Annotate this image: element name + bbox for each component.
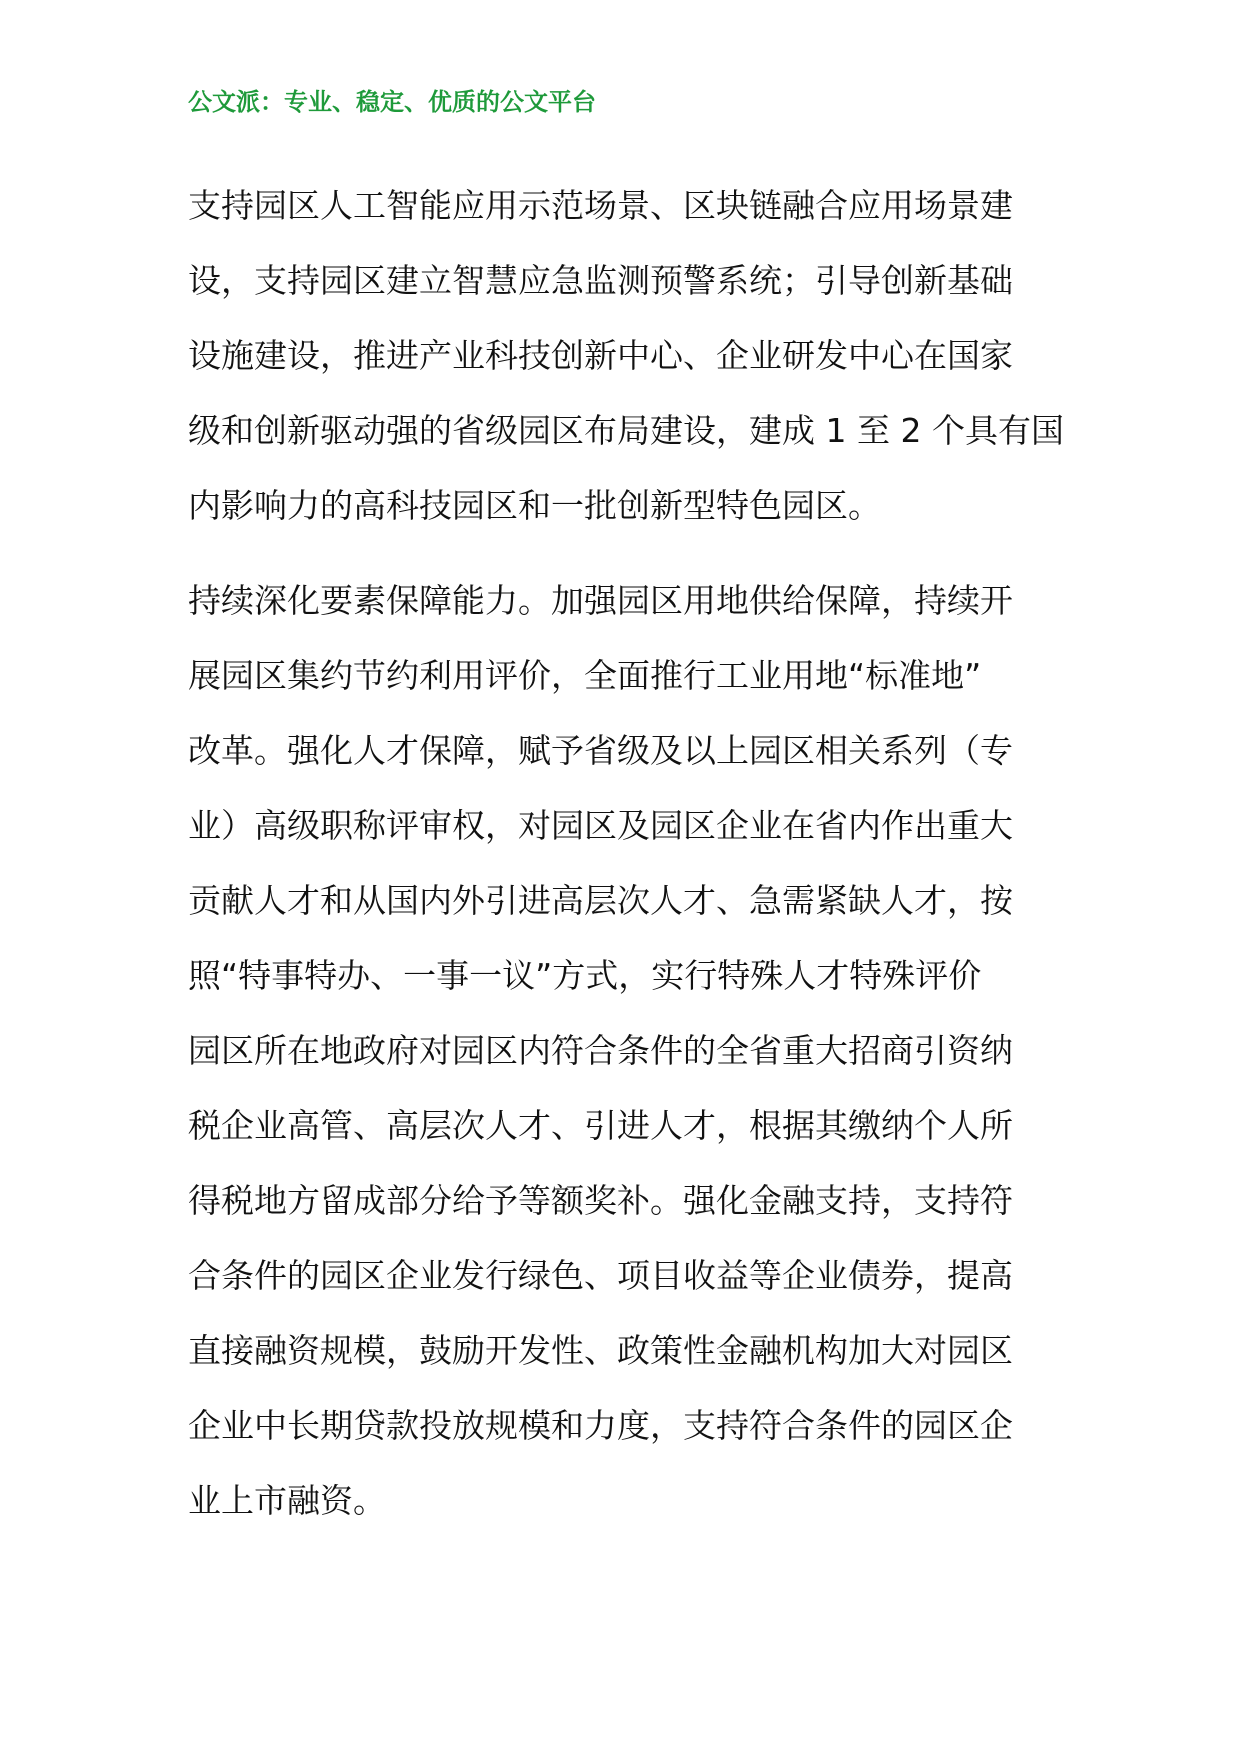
- site-header-title: 公文派：专业、稳定、优质的公文平台: [188, 87, 596, 116]
- text-line: 企业中长期贷款投放规模和力度，支持符合条件的园区企: [188, 1406, 1013, 1445]
- text-line: 设施建设，推进产业科技创新中心、企业研发中心在国家: [188, 336, 1013, 375]
- text-line: 设，支持园区建立智慧应急监测预警系统；引导创新基础: [188, 261, 1013, 300]
- paragraph-1: [188, 168, 1064, 543]
- text-line: 持续深化要素保障能力。加强园区用地供给保障，持续开: [188, 581, 1013, 620]
- text-line: 合条件的园区企业发行绿色、项目收益等企业债券，提高: [188, 1256, 1013, 1295]
- text-line: 内影响力的高科技园区和一批创新型特色园区。: [188, 486, 881, 525]
- text-line: 照“特事特办、一事一议”方式，实行特殊人才特殊评价: [188, 956, 982, 995]
- text-line: 支持园区人工智能应用示范场景、区块链融合应用场景建: [188, 186, 1013, 225]
- text-line: 展园区集约节约利用评价，全面推行工业用地“标准地”: [188, 656, 982, 695]
- document-body: [188, 168, 1064, 1538]
- text-line: 改革。强化人才保障，赋予省级及以上园区相关系列（专: [188, 731, 1013, 770]
- text-line: 级和创新驱动强的省级园区布局建设，建成 1 至 2 个具有国: [188, 411, 1064, 450]
- text-line: 业上市融资。: [188, 1481, 386, 1520]
- paragraph-spacer: [188, 543, 1058, 563]
- text-line: 园区所在地政府对园区内符合条件的全省重大招商引资纳: [188, 1031, 1013, 1070]
- text-line: 得税地方留成部分给予等额奖补。强化金融支持，支持符: [188, 1181, 1013, 1220]
- text-line: 贡献人才和从国内外引进高层次人才、急需紧缺人才，按: [188, 881, 1013, 920]
- text-line: 税企业高管、高层次人才、引进人才，根据其缴纳个人所: [188, 1106, 1013, 1145]
- text-line: 业）高级职称评审权，对园区及园区企业在省内作出重大: [188, 806, 1013, 845]
- text-line: 直接融资规模，鼓励开发性、政策性金融机构加大对园区: [188, 1331, 1013, 1370]
- paragraph-2: [188, 563, 1058, 1538]
